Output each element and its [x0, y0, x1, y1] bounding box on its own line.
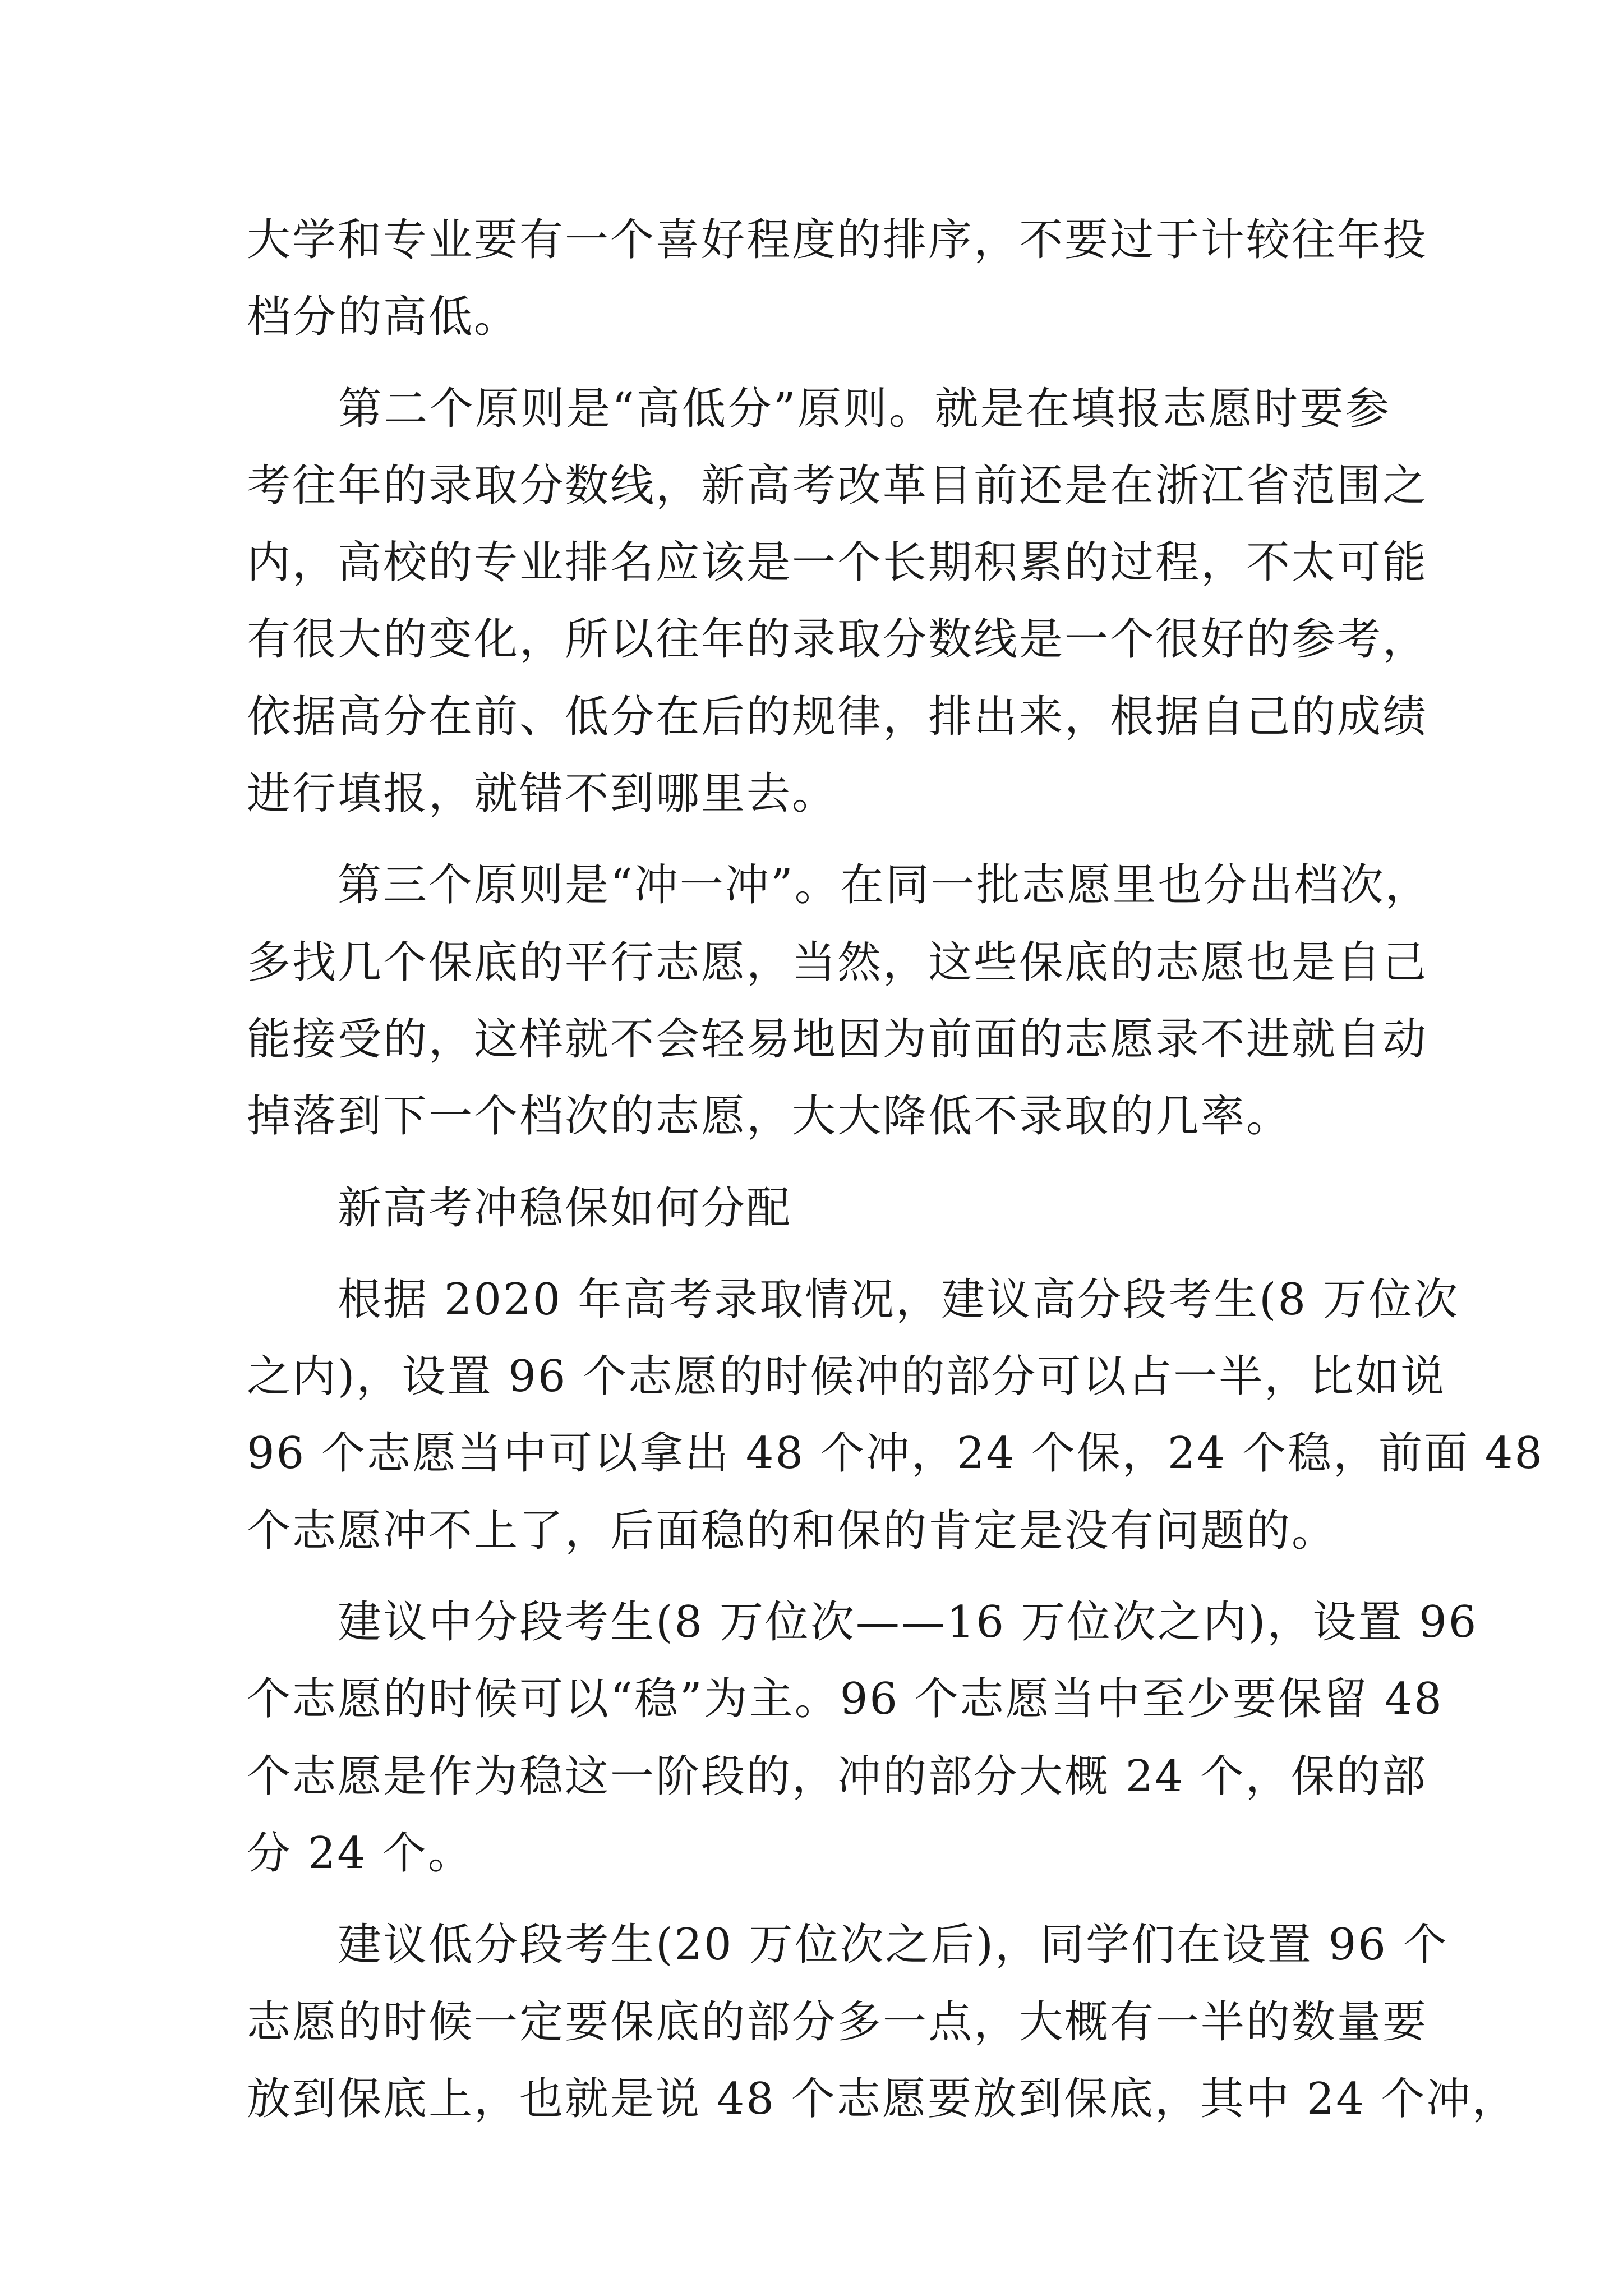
paragraph-gap [247, 1570, 1391, 1584]
paragraph [247, 371, 1428, 833]
paragraph-gap [247, 1892, 1391, 1907]
text-line: 大学和专业要有一个喜好程度的排序，不要过于计较往年投 [247, 215, 1428, 265]
text-line: 内，高校的专业排名应该是一个长期积累的过程，不太可能 [247, 537, 1428, 588]
text-line: 多找几个保底的平行志愿，当然，这些保底的志愿也是自己 [247, 937, 1428, 988]
text-line: 有很大的变化，所以往年的录取分数线是一个很好的参考， [247, 614, 1428, 665]
section-heading [247, 1170, 1391, 1247]
text-line: 建议低分段考生(20 万位次之后)，同学们在设置 96 个 [247, 1920, 1449, 1971]
paragraph [247, 202, 1428, 356]
text-line: 志愿的时候一定要保底的部分多一点，大概有一半的数量要 [247, 1996, 1428, 2047]
text-line: 96 个志愿当中可以拿出 48 个冲，24 个保，24 个稳，前面 48 [247, 1428, 1544, 1479]
text-line: 第三个原则是“冲一冲”。在同一批志愿里也分出档次， [247, 860, 1431, 911]
text-line: 能接受的，这样就不会轻易地因为前面的志愿录不进就自动 [247, 1014, 1428, 1065]
text-line: 考往年的录取分数线，新高考改革目前还是在浙江省范围之 [247, 460, 1428, 511]
document-body [247, 202, 1544, 2138]
paragraph [247, 1907, 1518, 2138]
text-line: 个志愿是作为稳这一阶段的，冲的部分大概 24 个，保的部 [247, 1751, 1427, 1802]
text-line: 根据 2020 年高考录取情况，建议高分段考生(8 万位次 [247, 1274, 1459, 1325]
paragraph-gap [247, 1156, 1391, 1170]
paragraph-gap [247, 1247, 1391, 1262]
paragraph [247, 1584, 1478, 1892]
paragraph [247, 1262, 1544, 1570]
text-line: 建议中分段考生(8 万位次——16 万位次之内)，设置 96 [247, 1597, 1478, 1648]
text-line: 放到保底上，也就是说 48 个志愿要放到保底，其中 24 个冲， [247, 2073, 1518, 2124]
text-line: 分 24 个。 [247, 1828, 473, 1879]
paragraph-gap [247, 356, 1391, 371]
text-line: 新高考冲稳保如何分配 [247, 1182, 792, 1234]
text-line: 进行填报，就错不到哪里去。 [247, 769, 838, 820]
paragraph-gap [247, 832, 1391, 847]
text-line: 掉落到下一个档次的志愿，大大降低不录取的几率。 [247, 1091, 1292, 1142]
text-line: 之内)，设置 96 个志愿的时候冲的部分可以占一半，比如说 [247, 1351, 1446, 1402]
text-line: 档分的高低。 [247, 292, 520, 343]
text-line: 依据高分在前、低分在后的规律，排出来，根据自己的成绩 [247, 691, 1428, 742]
text-line: 个志愿冲不上了，后面稳的和保的肯定是没有问题的。 [247, 1505, 1338, 1556]
paragraph [247, 847, 1431, 1155]
text-line: 第二个原则是“高低分”原则。就是在填报志愿时要参 [247, 383, 1391, 434]
text-line: 个志愿的时候可以“稳”为主。96 个志愿当中至少要保留 48 [247, 1674, 1444, 1725]
